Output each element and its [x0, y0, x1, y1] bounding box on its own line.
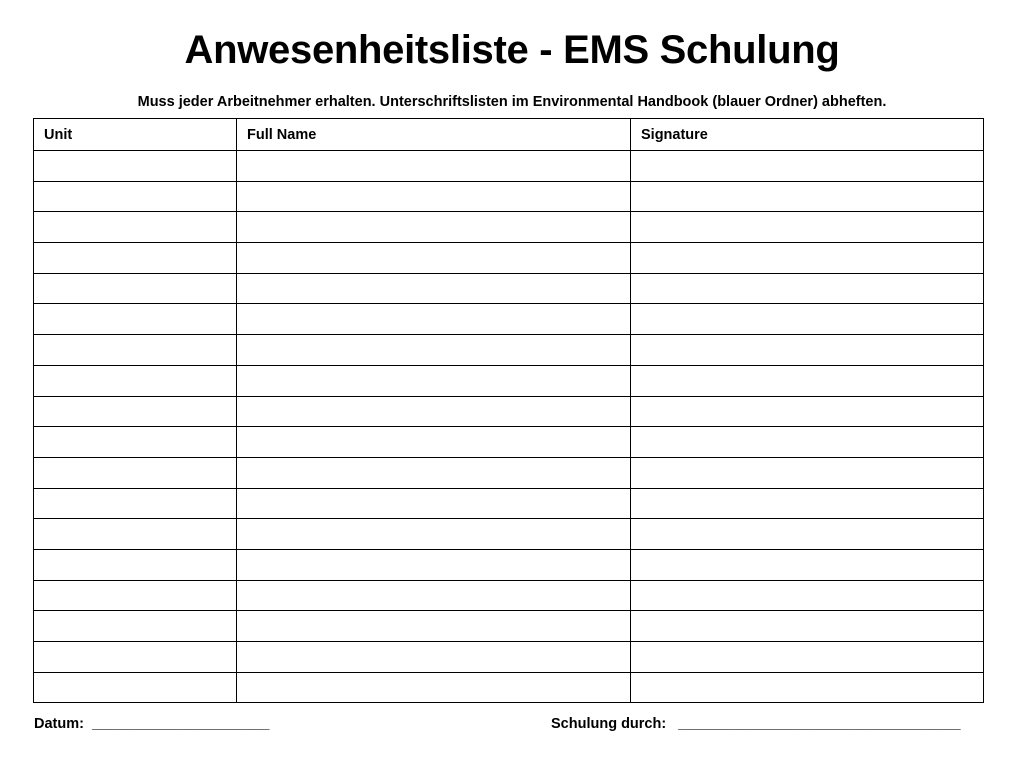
- cell-signature[interactable]: [631, 519, 984, 550]
- cell-signature[interactable]: [631, 304, 984, 335]
- cell-full-name[interactable]: [237, 181, 631, 212]
- cell-full-name[interactable]: [237, 304, 631, 335]
- cell-unit[interactable]: [34, 457, 237, 488]
- cell-unit[interactable]: [34, 642, 237, 673]
- table-row: [34, 672, 984, 703]
- cell-unit[interactable]: [34, 304, 237, 335]
- cell-full-name[interactable]: [237, 549, 631, 580]
- cell-full-name[interactable]: [237, 611, 631, 642]
- cell-signature[interactable]: [631, 427, 984, 458]
- table-row: [34, 273, 984, 304]
- cell-unit[interactable]: [34, 151, 237, 182]
- table-row: [34, 181, 984, 212]
- page-title: Anwesenheitsliste - EMS Schulung: [184, 28, 840, 72]
- table-row: [34, 611, 984, 642]
- cell-unit[interactable]: [34, 580, 237, 611]
- cell-full-name[interactable]: [237, 365, 631, 396]
- cell-full-name[interactable]: [237, 457, 631, 488]
- table-header-row: [34, 119, 984, 151]
- trainer-label: Schulung durch:: [551, 716, 667, 732]
- attendance-table: [33, 118, 984, 703]
- date-signature-line[interactable]: ______________________: [92, 716, 270, 732]
- cell-unit[interactable]: [34, 243, 237, 274]
- cell-unit[interactable]: [34, 365, 237, 396]
- cell-full-name[interactable]: [237, 427, 631, 458]
- cell-signature[interactable]: [631, 672, 984, 703]
- table-body: [34, 151, 984, 703]
- table-row: [34, 580, 984, 611]
- column-header-full-name: Full Name: [237, 119, 631, 151]
- cell-unit[interactable]: [34, 273, 237, 304]
- cell-full-name[interactable]: [237, 212, 631, 243]
- cell-unit[interactable]: [34, 181, 237, 212]
- table-row: [34, 457, 984, 488]
- cell-full-name[interactable]: [237, 151, 631, 182]
- cell-full-name[interactable]: [237, 580, 631, 611]
- cell-signature[interactable]: [631, 151, 984, 182]
- cell-full-name[interactable]: [237, 335, 631, 366]
- cell-full-name[interactable]: [237, 642, 631, 673]
- cell-unit[interactable]: [34, 427, 237, 458]
- cell-unit[interactable]: [34, 488, 237, 519]
- cell-signature[interactable]: [631, 457, 984, 488]
- table-row: [34, 365, 984, 396]
- cell-unit[interactable]: [34, 672, 237, 703]
- cell-unit[interactable]: [34, 611, 237, 642]
- cell-signature[interactable]: [631, 396, 984, 427]
- cell-signature[interactable]: [631, 580, 984, 611]
- cell-full-name[interactable]: [237, 396, 631, 427]
- cell-unit[interactable]: [34, 396, 237, 427]
- table-row: [34, 642, 984, 673]
- cell-unit[interactable]: [34, 519, 237, 550]
- trainer-signature-line[interactable]: ___________________________________: [678, 716, 961, 732]
- table-row: [34, 427, 984, 458]
- table-row: [34, 304, 984, 335]
- table-row: [34, 151, 984, 182]
- cell-unit[interactable]: [34, 335, 237, 366]
- cell-signature[interactable]: [631, 181, 984, 212]
- cell-full-name[interactable]: [237, 519, 631, 550]
- cell-full-name[interactable]: [237, 273, 631, 304]
- cell-unit[interactable]: [34, 549, 237, 580]
- cell-signature[interactable]: [631, 273, 984, 304]
- cell-signature[interactable]: [631, 365, 984, 396]
- cell-full-name[interactable]: [237, 672, 631, 703]
- cell-signature[interactable]: [631, 335, 984, 366]
- cell-signature[interactable]: [631, 549, 984, 580]
- cell-signature[interactable]: [631, 212, 984, 243]
- table-row: [34, 549, 984, 580]
- cell-full-name[interactable]: [237, 488, 631, 519]
- table-row: [34, 243, 984, 274]
- table-row: [34, 519, 984, 550]
- cell-signature[interactable]: [631, 488, 984, 519]
- trainer-field: [551, 716, 961, 732]
- table-row: [34, 335, 984, 366]
- table-row: [34, 396, 984, 427]
- cell-signature[interactable]: [631, 642, 984, 673]
- date-label: Datum:: [34, 716, 84, 732]
- column-header-unit: Unit: [34, 119, 237, 151]
- date-field: [34, 716, 269, 732]
- column-header-signature: Signature: [631, 119, 984, 151]
- table-row: [34, 488, 984, 519]
- cell-full-name[interactable]: [237, 243, 631, 274]
- cell-signature[interactable]: [631, 611, 984, 642]
- cell-signature[interactable]: [631, 243, 984, 274]
- cell-unit[interactable]: [34, 212, 237, 243]
- page-subtitle: Muss jeder Arbeitnehmer erhalten. Unterschriftslisten im Environmental Handbook (blauer Ordner) abheften.: [137, 94, 887, 110]
- table-row: [34, 212, 984, 243]
